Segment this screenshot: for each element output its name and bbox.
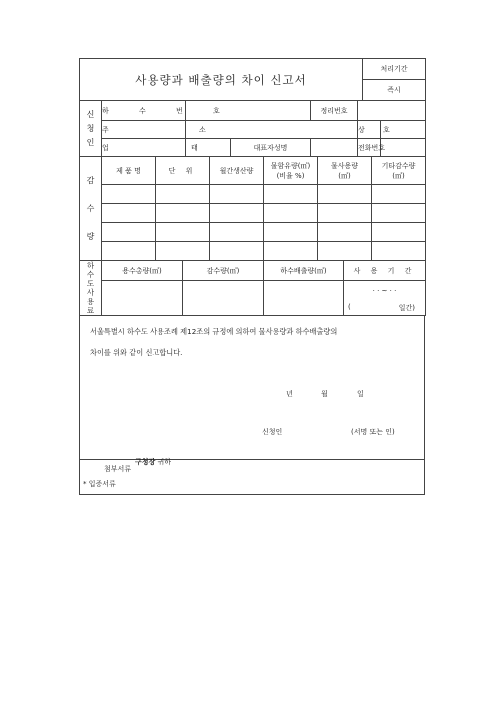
cell[interactable] (318, 242, 372, 261)
form-title: 사용량과 배출량의 차이 신고서 (80, 59, 363, 101)
title-block (79, 58, 426, 101)
cell[interactable] (210, 185, 264, 204)
business-type-label: 업 태 (102, 139, 186, 157)
cell[interactable] (210, 223, 264, 242)
cell[interactable] (102, 223, 156, 242)
attachments-label: 첨부서류 (80, 460, 425, 475)
col-unit: 단 위 (156, 157, 210, 185)
table-row (80, 242, 426, 261)
period-days-field[interactable]: ( 일간) (344, 302, 426, 316)
col-period: 사 용 기 간 (344, 261, 426, 281)
processing-period-label: 처리기간 (363, 59, 426, 80)
phone-label: 전화번호 (358, 139, 381, 157)
sewer-usage-section-label: 하 수 도 사 용 료 (80, 261, 102, 316)
address-label: 주 소 (102, 121, 186, 139)
cell[interactable] (210, 242, 264, 261)
cell[interactable] (102, 242, 156, 261)
sewer-no-label: 하 수 번 호 (102, 101, 186, 121)
attachment-item: * 입증서류 (80, 474, 425, 495)
cell[interactable] (102, 185, 156, 204)
period-dates-field[interactable]: · · ~ · · (344, 281, 426, 302)
cell[interactable] (156, 242, 210, 261)
cell[interactable] (156, 223, 210, 242)
cell[interactable] (318, 223, 372, 242)
table-row (80, 223, 426, 242)
report-form (79, 58, 425, 538)
col-other-reduction: 기타감수량 (㎥) (372, 157, 426, 185)
attachments-block (79, 459, 425, 495)
signature-placeholder: (서명 또는 인) (351, 428, 395, 436)
col-discharge: 하수배출량(㎥) (264, 261, 344, 281)
applicant-section-label: 신 청 인 (80, 101, 102, 157)
reduction-field[interactable] (183, 281, 264, 316)
cell[interactable] (372, 223, 426, 242)
col-product: 제 품 명 (102, 157, 156, 185)
cell[interactable] (156, 185, 210, 204)
applicant-signature-label: 신청인 (262, 428, 283, 436)
table-row (80, 185, 426, 204)
declaration-line-2: 차이를 위와 같이 신고합니다. (90, 348, 183, 357)
cell[interactable] (156, 204, 210, 223)
cell[interactable] (318, 204, 372, 223)
cell[interactable] (264, 185, 318, 204)
cell[interactable] (210, 204, 264, 223)
recipient: 구청장 귀하 (135, 458, 172, 466)
col-water-supply: 용수총량(㎥) (102, 261, 183, 281)
reduction-section-label: 감 수 량 (80, 157, 102, 261)
reference-no-field[interactable] (358, 101, 426, 121)
declaration-body (80, 316, 425, 466)
cell[interactable] (102, 204, 156, 223)
col-monthly-production: 월간생산량 (210, 157, 264, 185)
cell[interactable] (372, 204, 426, 223)
col-reduction: 감수량(㎥) (183, 261, 264, 281)
date-year: 년 (286, 390, 293, 398)
date-month: 월 (321, 390, 328, 398)
date-day: 일 (357, 390, 364, 398)
cell[interactable] (264, 204, 318, 223)
processing-period-value: 즉시 (363, 80, 426, 101)
representative-label: 대표자성명 (231, 139, 311, 157)
cell[interactable] (372, 242, 426, 261)
cell[interactable] (318, 185, 372, 204)
reference-no-label: 정리번호 (311, 101, 358, 121)
water-supply-field[interactable] (102, 281, 183, 316)
phone-field[interactable] (381, 139, 426, 157)
cell[interactable] (264, 223, 318, 242)
cell[interactable] (264, 242, 318, 261)
cell[interactable] (372, 185, 426, 204)
applicant-block (79, 100, 426, 157)
sewer-usage-block (79, 260, 426, 316)
col-contained-water: 물함유량(㎥) (비율 %) (264, 157, 318, 185)
table-row (80, 204, 426, 223)
representative-field[interactable] (311, 139, 358, 157)
declaration-block (79, 315, 425, 466)
declaration-line-1: 서울특별시 하수도 사용조례 제12조의 규정에 의하여 물사용량과 하수배출량의 (90, 327, 338, 336)
discharge-field[interactable] (264, 281, 344, 316)
reduction-block (79, 156, 426, 261)
trade-name-label: 상 호 (358, 121, 381, 139)
col-water-used: 물사용량 (㎥) (318, 157, 372, 185)
